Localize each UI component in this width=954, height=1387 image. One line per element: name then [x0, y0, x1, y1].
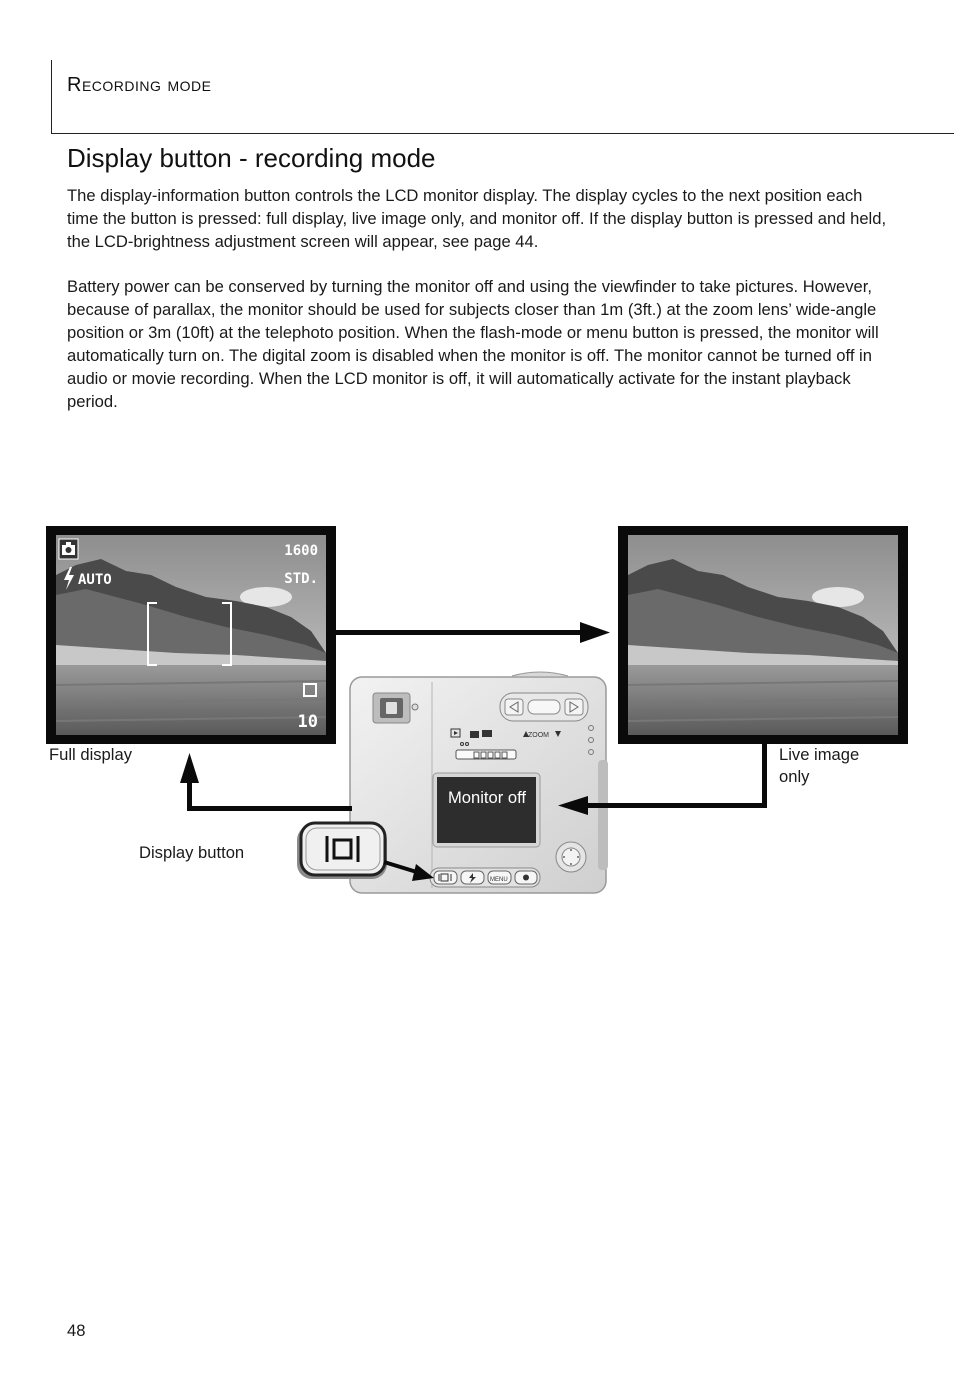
- arrow-off-to-full: [180, 753, 352, 811]
- camera-back-illustration: [350, 672, 608, 893]
- intro-paragraph: The display-information button controls the LCD monitor display. The display cycles to the next position each time the button is pressed: full display, live image only, and monitor off. If the display button is pressed and held, the LCD-brightness adjustment screen will appear, see page 44.: [67, 186, 887, 251]
- arrow-full-to-live: [336, 622, 610, 643]
- page-title: Display button - recording mode: [67, 143, 436, 173]
- caption-monitor-off: Monitor off: [447, 788, 527, 807]
- frames-remaining-label: 10: [297, 712, 318, 732]
- live-image-monitor: [618, 526, 908, 744]
- page-number: 48: [67, 1321, 86, 1340]
- caption-full-display: Full display: [49, 745, 133, 764]
- bottom-button-row: [430, 868, 540, 887]
- landscape-image: [56, 535, 326, 735]
- mode-switch[interactable]: [456, 750, 516, 759]
- controller-pad[interactable]: [556, 842, 586, 872]
- display-button-small[interactable]: [434, 871, 457, 884]
- caption-live-image: Live image only: [779, 745, 860, 786]
- full-display-monitor: [46, 526, 336, 744]
- zoom-rocker[interactable]: [500, 693, 588, 721]
- section-label: Recording mode: [67, 74, 212, 96]
- caption-display-button: Display button: [139, 843, 245, 862]
- flash-mode-label: AUTO: [78, 572, 112, 588]
- landscape-image-live: [628, 535, 898, 735]
- image-size-label: 1600: [284, 543, 318, 559]
- zoom-label: ZOOM: [528, 732, 549, 739]
- battery-paragraph: Battery power can be conserved by turning the monitor off and using the viewfinder to take pictures. However, because of parallax, the monitor should be used for subjects closer than 1m (3ft.) at the zoom lens’ wide-angle position or 3m (10ft) at the telephoto position. When the flash-mode or menu button is pressed, the monitor will automatically turn on. The digital zoom is disabled when the monitor is off. The monitor cannot be turned off in audio or movie recording. When the LCD monitor is off, it will automatically activate for the instant playback period.: [67, 277, 879, 411]
- quality-label: STD.: [284, 571, 318, 587]
- menu-label: MENU: [490, 877, 508, 883]
